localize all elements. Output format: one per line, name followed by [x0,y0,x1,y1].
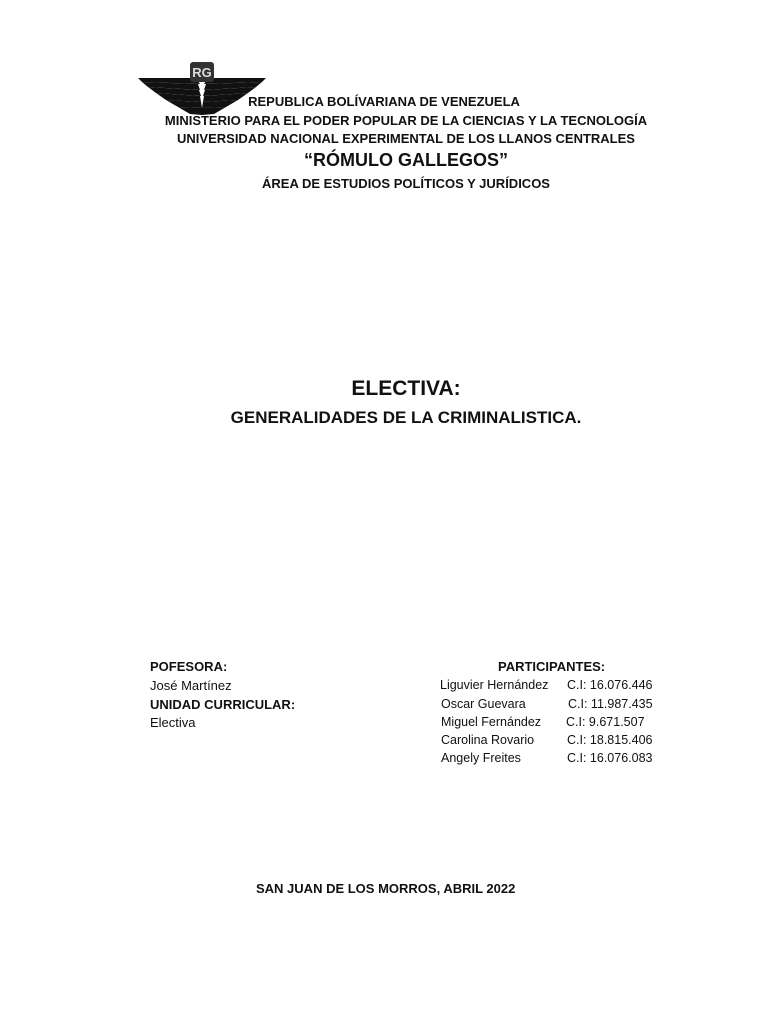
header-university: UNIVERSIDAD NACIONAL EXPERIMENTAL DE LOS LLANOS CENTRALES [177,131,635,146]
participant-ci: C.I: 16.076.446 [567,678,653,692]
university-name: “RÓMULO GALLEGOS” [304,150,508,170]
participant-ci: C.I: 16.076.083 [567,751,653,765]
professor-name: José Martínez [150,678,232,693]
logo-monogram: RG [192,65,212,80]
unit-label: UNIDAD CURRICULAR: [150,697,296,712]
place-date: SAN JUAN DE LOS MORROS, ABRIL 2022 [256,881,516,896]
participant-name: Angely Freites [441,751,521,765]
course-title: ELECTIVA: [351,377,461,400]
topic-title: GENERALIDADES DE LA CRIMINALISTICA. [230,408,582,427]
header-area: ÁREA DE ESTUDIOS POLÍTICOS Y JURÍDICOS [262,176,550,191]
participant-ci: C.I: 9.671.507 [566,715,645,729]
participant-name: Liguvier Hernández [440,678,549,692]
header-ministry: MINISTERIO PARA EL PODER POPULAR DE LA CIENCIAS Y LA TECNOLOGÍA [164,113,648,128]
professor-label: POFESORA: [150,659,228,674]
unit-value: Electiva [150,715,196,730]
participant-name: Oscar Guevara [441,697,526,711]
participant-ci: C.I: 18.815.406 [567,733,653,747]
participant-ci: C.I: 11.987.435 [568,697,653,711]
participants-label: PARTICIPANTES: [498,659,606,674]
participant-name: Miguel Fernández [441,715,542,729]
header-republic: REPUBLICA BOLÍVARIANA DE VENEZUELA [248,94,520,109]
participant-name: Carolina Rovario [441,733,535,747]
